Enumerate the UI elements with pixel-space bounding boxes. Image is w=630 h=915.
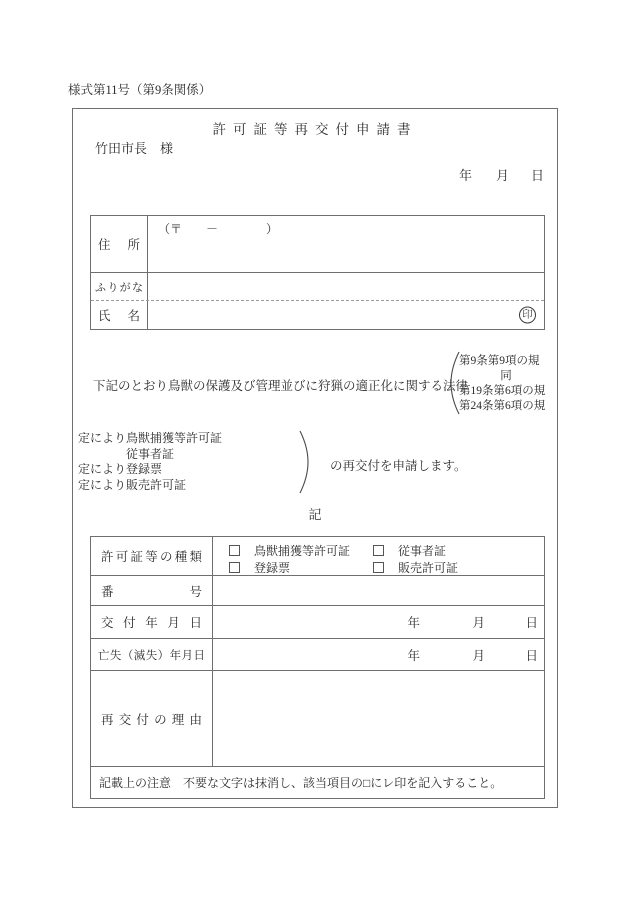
law-clause-list — [459, 354, 553, 414]
seal-icon: 印 — [519, 307, 536, 324]
reason-row — [91, 671, 544, 767]
furigana-input-area[interactable] — [148, 273, 544, 300]
permit-item: 定により鳥獣捕獲等許可証 — [78, 431, 223, 445]
form-number: 様式第11号（第9条関係） — [68, 83, 212, 97]
issue-date-input-area[interactable] — [213, 606, 544, 638]
permit-type-list — [78, 431, 222, 493]
date-day-label: 日 — [530, 168, 544, 183]
section-mark: 記 — [308, 507, 322, 522]
checkbox-icon[interactable] — [373, 562, 384, 573]
permit-type-options — [213, 537, 544, 575]
date-month-label: 月 — [495, 168, 509, 183]
law-clause: 第9条第9項の規 — [459, 355, 540, 367]
number-label: 番号 — [101, 584, 202, 599]
large-paren-close-icon — [299, 430, 311, 494]
reason-label-cell — [91, 671, 213, 766]
date-month-label: 月 — [472, 616, 485, 630]
loss-date-label-cell — [91, 639, 213, 670]
address-row — [91, 216, 544, 273]
furigana-row — [91, 273, 544, 301]
permit-type-label: 許可証等の種類 — [101, 550, 202, 564]
statement-closing: の再交付を申請します。 — [330, 459, 467, 473]
date-year-label: 年 — [458, 168, 472, 183]
reason-input-area[interactable] — [213, 671, 544, 766]
permit-item: 定により登録票 — [78, 462, 163, 476]
date-year-label: 年 — [407, 648, 420, 663]
date-day-label: 日 — [525, 648, 538, 663]
permit-item: 定により販売許可証 — [78, 477, 187, 492]
postal-code-line: （〒 － ） — [158, 222, 279, 236]
note-text: 記載上の注意 不要な文字は抹消し、該当項目の□にレ印を記入すること。 — [99, 776, 503, 790]
statement-intro: 下記のとおり鳥獣の保護及び管理並びに狩猟の適正化に関する法律 — [93, 379, 469, 393]
number-label-cell — [91, 576, 213, 605]
permit-type-row — [91, 537, 544, 576]
checkbox-icon[interactable] — [229, 562, 240, 573]
checkbox-label: 従事者証 — [398, 544, 447, 558]
number-row — [91, 576, 544, 606]
checkbox-label: 鳥獣捕獲等許可証 — [254, 544, 351, 558]
loss-date-label: 亡失（滅失）年月日 — [98, 649, 205, 662]
name-input-area[interactable] — [148, 301, 544, 329]
date-month-label: 月 — [472, 648, 485, 663]
address-input-area[interactable] — [148, 216, 544, 272]
issue-date-label: 交付年月日 — [101, 616, 202, 630]
issue-date-label-cell — [91, 606, 213, 638]
application-date-line — [73, 165, 557, 181]
date-year-label: 年 — [407, 616, 420, 630]
checkbox-icon[interactable] — [229, 545, 240, 556]
furigana-label-cell — [91, 273, 148, 300]
note-row — [91, 767, 544, 798]
law-clause: 同 — [500, 370, 512, 382]
loss-date-row — [91, 639, 544, 671]
checkbox-label: 販売許可証 — [398, 561, 459, 575]
address-label-cell — [91, 216, 148, 272]
applicant-table — [90, 215, 545, 330]
permit-type-label-cell — [91, 537, 213, 575]
checkbox-icon[interactable] — [373, 545, 384, 556]
address-label: 住所 — [98, 238, 140, 252]
name-label: 氏名 — [98, 309, 140, 323]
checkbox-label: 登録票 — [254, 561, 291, 575]
page-title: 許可証等再交付申請書 — [212, 122, 418, 137]
loss-date-input-area[interactable] — [213, 639, 544, 670]
addressee: 竹田市長 様 — [95, 141, 174, 156]
furigana-label: ふりがな — [95, 281, 143, 294]
name-row — [91, 301, 544, 329]
number-input-area[interactable] — [213, 576, 544, 605]
detail-table — [90, 536, 545, 799]
law-clause: 第19条第6項の規 — [459, 385, 546, 397]
reason-label: 再交付の理由 — [101, 712, 202, 727]
issue-date-row — [91, 606, 544, 639]
document-frame — [72, 108, 558, 808]
date-day-label: 日 — [525, 616, 538, 630]
law-clause: 第24条第6項の規 — [459, 400, 546, 412]
name-label-cell — [91, 301, 148, 329]
permit-item: 従事者証 — [126, 446, 175, 461]
